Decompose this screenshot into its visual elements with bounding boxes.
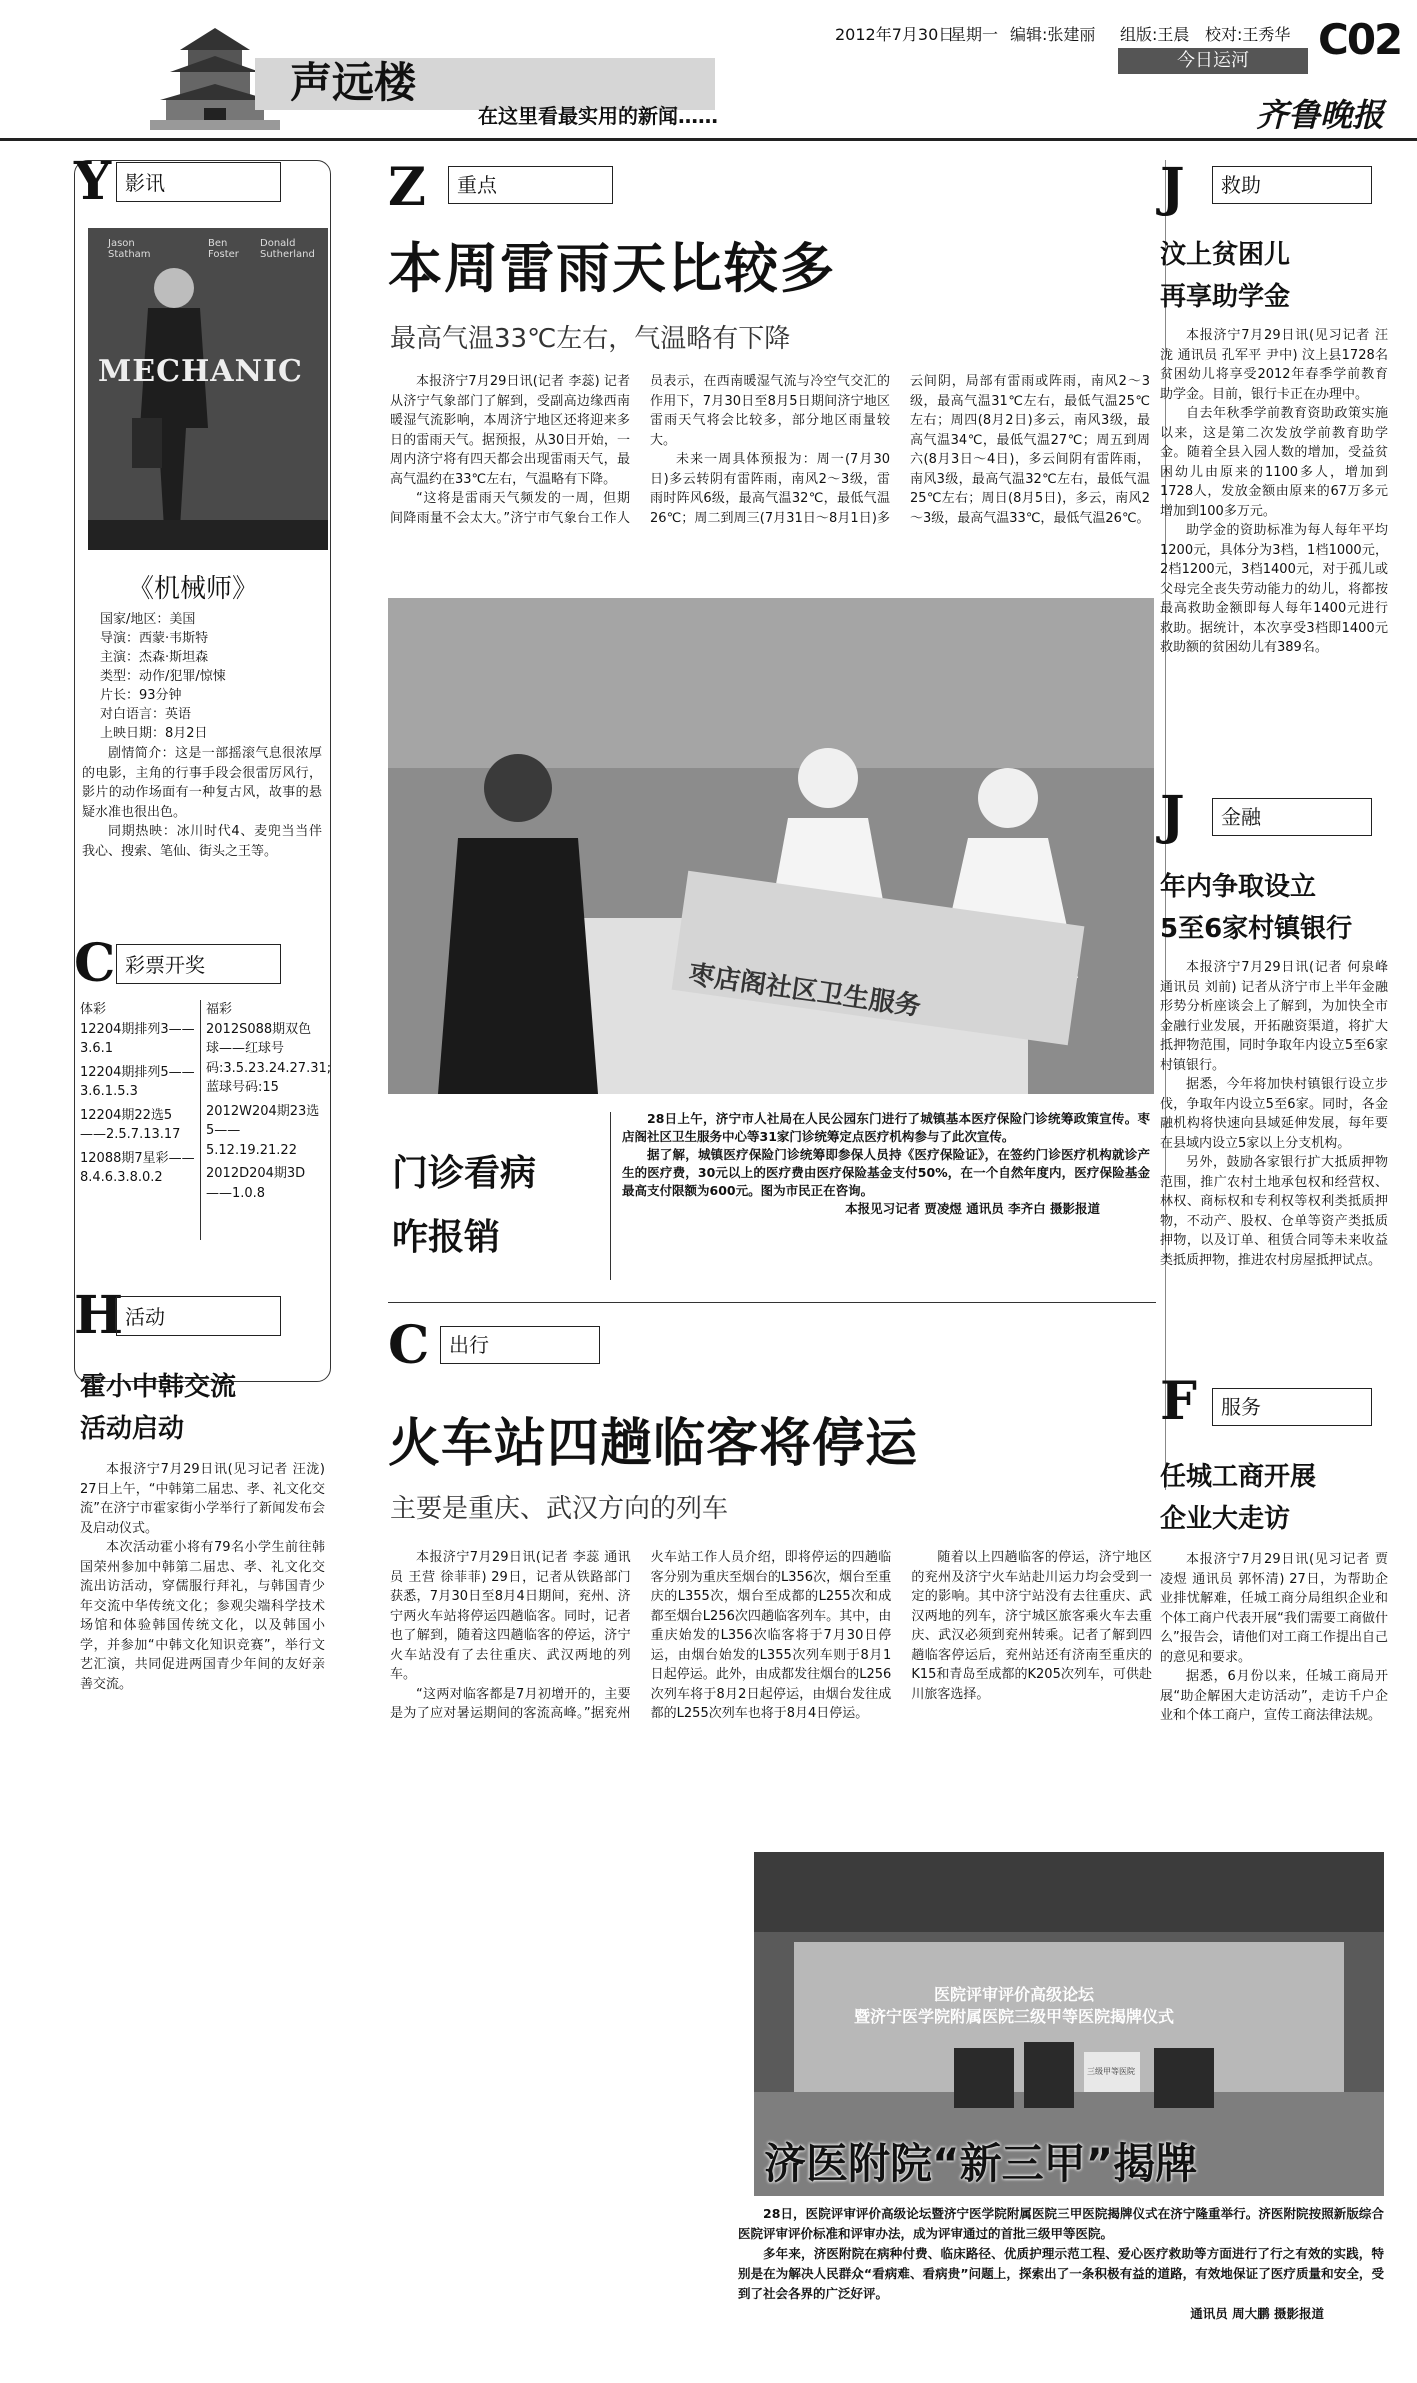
commerce-section-label: 服务 [1212,1388,1372,1426]
film-info-line: 国家/地区：美国 [100,612,196,627]
editor-credit: 编辑:张建丽 [1010,25,1096,44]
train-section-label: 出行 [440,1326,600,1364]
bank-title-line-2: 5至6家村镇银行 [1160,914,1353,944]
poster-cast-1: Jason Statham [108,238,151,260]
paper-name: 齐鲁晚报 [1256,96,1385,134]
lottery-welfare-head: 福彩 [206,1002,233,1017]
hospital-plaque: 三级甲等医院 [1087,2067,1135,2076]
train-body [390,1548,1152,1798]
bank-section-letter: J [1160,785,1185,846]
clinic-caption [622,1110,1150,1218]
bank-paragraph: 本报济宁7月29日讯(记者 何泉峰 通讯员 刘前) 记者从济宁市上半年金融形势分析座谈会上了解到，为加快全市金融行业发展，开拓融资渠道，将扩大抵押物范围，同时争取年内设立5至6家村镇银行。 [1160,960,1388,1073]
activity-title [80,1366,236,1450]
film-info-line: 导演：西蒙·韦斯特 [100,631,209,646]
aid-title-line-2: 再享助学金 [1160,282,1291,312]
activity-section-label: 活动 [116,1296,281,1336]
lottery-item: 2012D204期3D——1.0.8 [206,1166,306,1201]
film-section-letter: Y [74,151,112,212]
page-code: C02 [1318,15,1402,64]
clinic-caption-paragraph: 28日上午，济宁市人社局在人民公园东门进行了城镇基本医疗保险门诊统筹政策宣传。枣店阁社区卫生服务中心等31家门诊统筹定点医疗机构参与了此次宣传。 [622,1111,1150,1144]
film-intro-text: 剧情简介：这是一部摇滚气息很浓厚的电影，主角的行事手段会很雷厉风行，影片的动作场面有一种复古风，故事的悬疑水准也很出色。 [82,746,322,820]
bank-body [1160,958,1388,1270]
clinic-scene-icon [388,598,1154,1094]
center-rule [388,1302,1156,1303]
layout-credit: 组版:王晨 [1120,25,1190,44]
lottery-item: 2012S088期双色球——红球号码:3.5.23.24.27.31;蓝球号码:15 [206,1021,332,1095]
aid-body [1160,326,1388,658]
lottery-section-label: 彩票开奖 [116,944,281,984]
aid-title-line-1: 汶上贫困儿 [1160,240,1291,270]
lottery-item: 12204期排列3——3.6.1 [80,1021,195,1056]
masthead-rule [0,138,1417,141]
hospital-photo [754,1852,1384,2196]
bank-section-label: 金融 [1212,798,1372,836]
weather-section-label: 重点 [448,166,613,204]
train-headline: 火车站四趟临客将停运 [388,1414,919,1474]
movie-poster [88,228,328,550]
clinic-credit: 本报见习记者 贾凌煜 通讯员 李齐白 摄影报道 [845,1201,1100,1216]
clinic-banner-text: 枣店阁社区卫生服务 [686,959,923,1023]
commerce-title-line-2: 企业大走访 [1160,1504,1291,1534]
bank-paragraph: 据悉，今年将加快村镇银行设立步伐，争取年内设立5至6家。同时，各金融机构将快速向县域延伸发展，每年要在县域内设立5家以上分支机构。 [1160,1077,1388,1151]
lottery-item: 12204期22选5——2.5.7.13.17 [80,1107,181,1142]
lottery-divider [200,1000,201,1240]
activity-title-line-2: 活动启动 [80,1414,185,1444]
hospital-screen-line-2: 暨济宁医学院附属医院三级甲等医院揭牌仪式 [854,2007,1175,2026]
clinic-title-line-2: 咋报销 [392,1217,501,1258]
hospital-caption-paragraph: 多年来，济医附院在病种付费、临床路径、优质护理示范工程、爱心医疗救助等方面进行了行之有效的实践，特别是在为解决人民群众“看病难、看病贵”问题上，探索出了一条积极有益的道路，有效地保证了医疗质量和安全，受到了社会各界的广泛好评。 [738,2246,1384,2301]
aid-paragraph: 助学金的资助标准为每人每年平均1200元，具体分为3档，1档1000元，2档1200元，3档1400元，对于孤儿或父母完全丧失劳动能力的幼儿，将都按最高救助金额即每人每年1400元进行救助。据统计，本次享受3档即1400元救助额的贫困幼儿有389名。 [1160,523,1388,655]
activity-paragraph: 本报济宁7月29日讯(见习记者 汪泷) 27日上午，“中韩第二届忠、孝、礼文化交流”在济宁市霍家街小学举行了新闻发布会及启动仪式。 [80,1462,325,1536]
train-paragraph: 随着以上四趟临客的停运，济宁地区的兖州及济宁火车站赴川运力均会受到一定的影响。其中济宁站没有去往重庆、武汉两地的列车，济宁城区旅客乘火车去重庆、武汉必须到兖州转乘。记者了解到四趟临客停运后，兖州站还有济南至重庆的K15和青岛至成都的K205次列车，可供赴川旅客选择。 [911,1550,1152,1702]
film-info-line: 上映日期：8月2日 [100,726,208,741]
hospital-headline: 济医附院“新三甲”揭牌 [764,2139,1198,2188]
lottery-section-letter: C [74,933,116,994]
clinic-caption-divider [610,1112,611,1280]
activity-body [80,1460,325,1694]
weather-section-letter: Z [388,157,426,218]
bank-paragraph: 另外，鼓励各家银行扩大抵质押物范围，推广农村土地承包权和经营权、林权、商标权和专利权等权利类抵质押物，不动产、股权、仓单等资产类抵质押物，以及订单、租赁合同等未来收益类抵质押物，推进农村房屋抵押试点。 [1160,1155,1388,1268]
commerce-body [1160,1550,1388,1726]
lottery-item: 12088期7星彩——8.4.6.3.8.0.2 [80,1150,195,1185]
hospital-caption-paragraph: 28日，医院评审评价高级论坛暨济宁医学院附属医院三甲医院揭牌仪式在济宁隆重举行。济医附院按照新版综合医院评审评价标准和评审办法，成为评审通过的首批三级甲等医院。 [738,2206,1384,2241]
aid-section-letter: J [1160,157,1185,218]
clinic-title [392,1142,536,1270]
lottery-item: 2012W204期23选5——5.12.19.21.22 [206,1103,320,1158]
film-info-line: 对白语言：英语 [100,707,192,722]
weather-body [390,372,1150,578]
commerce-paragraph: 据悉，6月份以来，任城工商局开展“助企解困大走访活动”，走访千户企业和个体工商户，宣传工商法律法规。 [1160,1669,1388,1723]
activity-title-line-1: 霍小中韩交流 [80,1372,237,1402]
poster-title: MECHANIC [98,354,303,389]
aid-title [1160,234,1290,318]
poster-cast-3: Donald Sutherland [260,238,315,260]
lottery-item: 12204期排列5——3.6.1.5.3 [80,1064,195,1099]
aid-paragraph: 自去年秋季学前教育资助政策实施以来，这是第二次发放学前教育助学金。随着全县入园人数的增加，受益贫困幼儿由原来的1100多人，增加到1728人，发放金额由原来的67万多元增加到100多万元。 [1160,406,1388,519]
aid-paragraph: 本报济宁7月29日讯(见习记者 汪泷 通讯员 孔军平 尹中) 汶上县1728名贫困幼儿将享受2012年春季学前教育助学金。目前，银行卡正在办理中。 [1160,328,1388,402]
film-info-line: 类型：动作/犯罪/惊悚 [100,669,226,684]
train-subtitle: 主要是重庆、武汉方向的列车 [390,1494,729,1524]
aid-section-label: 救助 [1212,166,1372,204]
masthead [0,0,1417,140]
weather-paragraph: 未来一周具体预报为：周一(7月30日)多云转阴有雷阵雨，南风2～3级，雷雨时阵风6级，最高气温32℃，最低气温26℃；周二到周三(7月31日～8月1日)多云间阴，局部有雷雨或阵雨，南风2～3级，最高气温31℃左右，最低气温25℃左右；周四(8月2日)多云，南风3级，最高气温34℃，最低气温27℃；周五到周六(8月3日～4日)，多云间阴有雷阵雨，南风3级，最高气温32℃左右，最低气温25℃左右；周日(8月5日)，多云，南风2～3级，最高气温33℃，最低气温26℃。 [650,374,1150,526]
commerce-title-line-1: 任城工商开展 [1160,1462,1317,1492]
column-slogan: 在这里看最实用的新闻…… [478,104,718,128]
film-also-text: 同期热映：冰川时代4、麦兜当当伴我心、搜索、笔仙、街头之王等。 [82,824,322,859]
lottery-sports-head: 体彩 [80,1002,107,1017]
hospital-credit: 通讯员 周大鹏 摄影报道 [1190,2306,1324,2321]
train-paragraph: 本报济宁7月29日讯(记者 李蕊 通讯员 王营 徐菲菲) 29日，记者从铁路部门获悉，7月30日至8月4日期间，兖州、济宁两火车站将停运四趟临客。同时，记者也了解到，随着这四趟临客的停运，济宁火车站没有了去往重庆、武汉两地的列车。 [390,1550,631,1682]
commerce-title [1160,1456,1316,1540]
film-section-label: 影讯 [116,162,281,202]
lottery-sports-column [80,1000,196,1188]
commerce-paragraph: 本报济宁7月29日讯(见习记者 贾凌煜 通讯员 郭怀清) 27日，为帮助企业排忧解难，任城工商分局组织企业和个体工商户代表开展“我们需要工商做什么”报告会，请他们对工商工作提出自己的意见和要求。 [1160,1552,1388,1665]
activity-paragraph: 本次活动霍小将有79名小学生前往韩国荣州参加中韩第二届忠、孝、礼文化交流出访活动，穿儒服行拜礼，与韩国青少年交流中华传统文化；参观尖端科学技术场馆和体验韩国传统文化，以及韩国小学，并参加“中韩文化知识竞赛”，举行文艺汇演，共同促进两国青少年间的友好亲善交流。 [80,1540,325,1692]
train-section-letter: C [388,1315,430,1376]
film-info [100,610,320,743]
weather-subtitle: 最高气温33℃左右，气温略有下降 [390,324,791,354]
clinic-caption-paragraph: 据了解，城镇医疗保险门诊统筹即参保人员持《医疗保险证》，在签约门诊医疗机构就诊产生的医疗费，30元以上的医疗费由医疗保险基金支付50%，在一个自然年度内，医疗保险基金最高支付限额为600元。图为市民正在咨询。 [622,1147,1150,1198]
commerce-section-letter: F [1160,1371,1197,1432]
hospital-screen-line-1: 医院评审评价高级论坛 [934,1985,1095,2004]
film-title: 《机械师》 [128,574,259,604]
poster-cast-2: Ben Foster [208,238,239,260]
column-title: 声远楼 [290,58,417,107]
activity-section-letter: H [74,1285,124,1346]
proof-credit: 校对:王秀华 [1205,25,1291,44]
clinic-photo [388,598,1154,1094]
section-tag: 今日运河 [1118,48,1308,74]
clinic-title-line-1: 门诊看病 [392,1153,537,1194]
issue-weekday: 星期一 [950,25,999,44]
hospital-caption [738,2204,1384,2324]
train-paragraph: “这两对临客都是7月初增开的，主要是为了应对暑运期间的客流高峰。”据兖州火车站工作人员介绍，即将停运的四趟临客分别为重庆至烟台的L356次，烟台至重庆的L355次，烟台至成都的L255次和成都至烟台L256次四趟临客列车。其中，由重庆始发的L356次临客将于7月30日停运，由烟台始发的L355次列车则于8月1日起停运。此外，由成都发往烟台的L256次列车将于8月2日起停运，由烟台发往成都的L255次列车也将于8月4日停运。 [390,1550,892,1721]
bank-title-line-1: 年内争取设立 [1160,872,1317,902]
film-info-line: 片长：93分钟 [100,688,182,703]
lottery-welfare-column [206,1000,332,1203]
weather-paragraph: 本报济宁7月29日讯(记者 李蕊) 记者从济宁气象部门了解到，受副高边缘西南暖湿气流影响，本周济宁地区还将迎来多日的雷雨天气。据预报，从30日开始，一周内济宁将有四天都会出现雷雨天气，最高气温约在33℃左右，气温略有下降。 [390,374,630,487]
poster-figure-icon [88,228,328,550]
weather-paragraph: “这将是雷雨天气频发的一周，但期间降雨量不会太大。”济宁市气象台工作人员表示，在西南暖湿气流与冷空气交汇的作用下，7月30日至8月5日期间济宁地区雷雨天气将会比较多，部分地区雨量较大。 [390,374,890,526]
bank-title [1160,866,1352,950]
film-info-line: 主演：杰森·斯坦森 [100,650,209,665]
weather-headline: 本周雷雨天比较多 [388,237,836,300]
issue-date: 2012年7月30日 [835,25,955,44]
film-intro [82,744,322,861]
